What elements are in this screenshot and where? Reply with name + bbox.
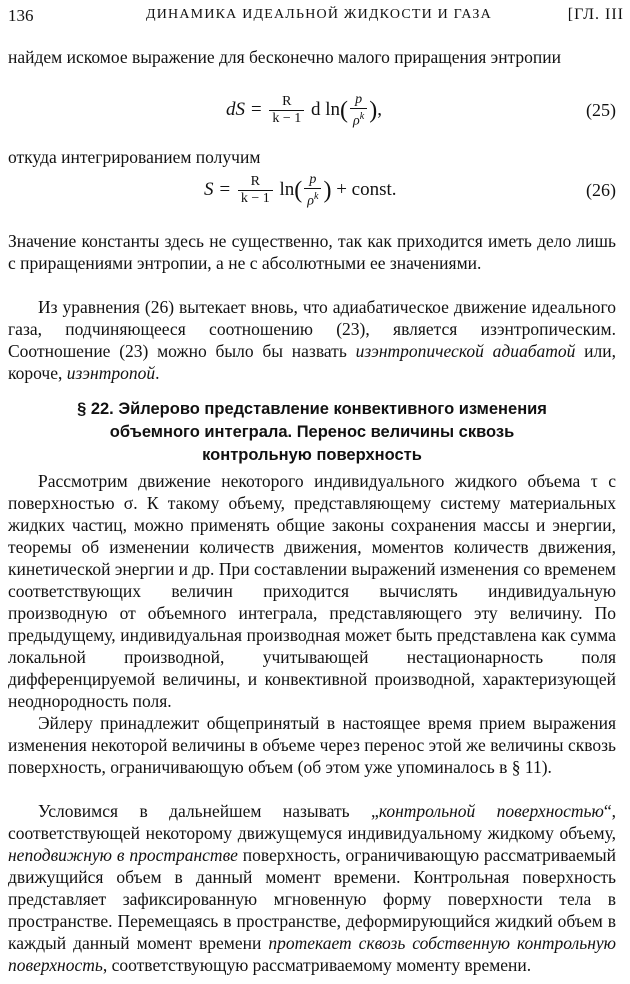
equation-26: S = $\frac{R}{k - 1}$ ln( $\frac{p}{\rho^k}$ ) + const. (26) <box>204 172 616 209</box>
term-isentrope: изэнтропой <box>66 363 156 383</box>
equation-number-26: (26) <box>586 180 616 200</box>
paragraph-constant: Значение константы здесь не существенно, так как приходится иметь дело лишь с приращениями энтропии, а не с абсолютными ее значениями. <box>8 231 616 273</box>
running-header <box>8 6 624 32</box>
paragraph-euler: Эйлеру принадлежит общепринятый в настоящее время прием выражения изменения некоторой величины в объеме через перенос этой же величины сквозь поверхность, ограничивающую объем (об этом уже упоминалось в § 11). <box>8 713 616 777</box>
eq25-fraction: $\frac{R}{k - 1}$ <box>269 94 304 127</box>
term-flows-through-surface: протекает сквозь собственную контрольную поверхность <box>8 933 616 975</box>
eq26-log: ln <box>279 179 295 201</box>
term-fixed-in-space: неподвижную в пространстве <box>8 845 238 865</box>
eq25-log: d ln <box>310 99 341 121</box>
paragraph-intro: найдем искомое выражение для бесконечно малого приращения энтропии <box>8 47 562 67</box>
running-title: ДИНАМИКА ИДЕАЛЬНОЙ ЖИДКОСТИ И ГАЗА <box>146 7 492 22</box>
term-isentropic-adiabat: изэнтропической адиабатой <box>355 341 576 361</box>
eq25-lhs: dS = <box>226 99 263 121</box>
section-heading-line1: § 22. Эйлерово представление конвективного изменения <box>77 400 547 418</box>
paragraph-individual-volume: Рассмотрим движение некоторого индивидуального жидкого объема τ с поверхностью σ. К такому объему, представляющему систему материальных жидких частиц, можно применять общие законы сохранения массы и энергии, теоремы об изменении количеств движения, моментов количеств движения, кинетической энергии и др. При составлении выражений изменения со временем соответствующих величин приходится вычислять индивидуальную производную от объемного интеграла, представляющего эту величину. По предыдущему, индивидуальная производная может быть представлена как сумма локальной производной, учитывающей нестационарность поля дифференцируемой величины, и конвективной производной, характеризующей неоднородность поля. <box>8 471 616 711</box>
paragraph-control-surface: Условимся в дальнейшем называть „контрольной поверхностью“, соответствующей некоторому движущемуся индивидуальному жидкому объему, неподвижную в пространстве поверхность, ограничивающую рассматриваемый движущийся объем в данный момент времени. Контрольная поверхность представляет зафиксированную мгновенную форму поверхности тела в пространстве. Перемещаясь в пространстве, деформирующийся жидкий объем в каждый данный момент времени протекает сквозь собственную контрольную поверхность, соответствующую рассматриваемому моменту времени. <box>8 801 616 975</box>
paragraph-isentropic: Из уравнения (26) вытекает вновь, что адиабатическое движение идеального газа, подчиняющееся соотношению (23), является изэнтропическим. Соотношение (23) можно было бы назвать изэнтропической адиабатой или, короче, изэнтропой. <box>8 297 617 383</box>
term-control-surface: контрольной поверхностью <box>378 801 604 821</box>
eq26-fraction: $\frac{R}{k - 1}$ <box>238 174 273 207</box>
section-heading-line3: контрольную поверхность <box>202 446 422 464</box>
equation-number-25: (25) <box>586 100 616 120</box>
chapter-label: [ГЛ. III <box>567 6 624 23</box>
equation-25: dS = $\frac{R}{k - 1}$ d ln( $\frac{p}{\rho^k}$ ), (25) <box>226 92 616 129</box>
page-number: 136 <box>8 6 34 25</box>
section-heading-line2: объемного интеграла. Перенос величины сквозь <box>109 423 515 441</box>
paragraph-integration: откуда интегрированием получим <box>8 147 261 167</box>
section-heading <box>8 398 616 467</box>
eq26-lhs: S = <box>204 179 232 201</box>
